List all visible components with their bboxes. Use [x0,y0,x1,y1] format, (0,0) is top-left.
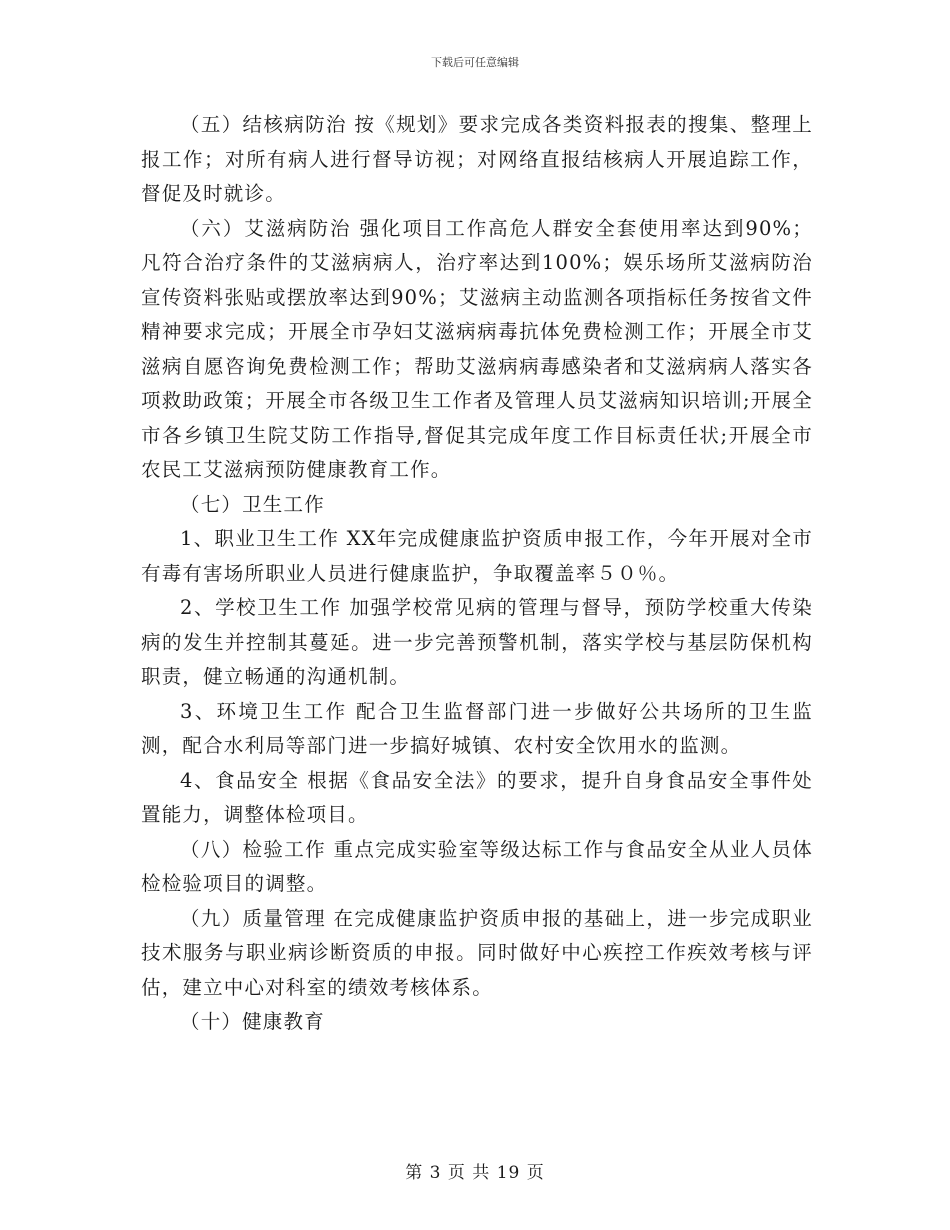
header-note: 下载后可任意编辑 [431,56,519,69]
paragraph-occupational-health: 1、职业卫生工作 XX年完成健康监护资质申报工作，今年开展对全市有毒有害场所职业人员进行健康监护，争取覆盖率５０％。 [141,527,813,585]
paragraph-food-safety: 4、食品安全 根据《食品安全法》的要求，提升自身食品安全事件处置能力，调整体检项目。 [141,768,813,826]
page-number: 第 3 页 共 19 页 [405,1163,545,1183]
paragraph-lab-testing: （八）检验工作 重点完成实验室等级达标工作与食品安全从业人员体检检验项目的调整。 [141,837,813,895]
paragraph-tb-prevention: （五）结核病防治 按《规划》要求完成各类资料报表的搜集、整理上报工作；对所有病人进行督导访视；对网络直报结核病人开展追踪工作，督促及时就诊。 [141,113,813,205]
paragraph-aids-prevention: （六）艾滋病防治 强化项目工作高危人群安全套使用率达到90%；凡符合治疗条件的艾滋病病人，治疗率达到100%；娱乐场所艾滋病防治宣传资料张贴或摆放率达到90%；艾滋病主动监测各项指标任务按省文件精神要求完成；开展全市孕妇艾滋病病毒抗体免费检测工作；开展全市艾滋病自愿咨询免费检测工作；帮助艾滋病病毒感染者和艾滋病病人落实各项救助政策；开展全市各级卫生工作者及管理人员艾滋病知识培训;开展全市各乡镇卫生院艾防工作指导,督促其完成年度工作目标责任状;开展全市农民工艾滋病预防健康教育工作。 [141,216,813,481]
document-body [141,108,813,1040]
paragraph-quality-management: （九）质量管理 在完成健康监护资质申报的基础上，进一步完成职业技术服务与职业病诊断资质的申报。同时做好中心疾控工作疾效考核与评估，建立中心对科室的绩效考核体系。 [141,906,813,999]
section-heading-health-education: （十）健康教育 [180,1010,325,1033]
paragraph-environmental-health: 3、环境卫生工作 配合卫生监督部门进一步做好公共场所的卫生监测，配合水利局等部门进一步搞好城镇、农村安全饮用水的监测。 [141,699,813,757]
section-heading-health-work: （七）卫生工作 [180,492,325,516]
paragraph-school-health: 2、学校卫生工作 加强学校常见病的管理与督导，预防学校重大传染病的发生并控制其蔓延。进一步完善预警机制，落实学校与基层防保机构职责，健立畅通的沟通机制。 [141,596,813,688]
